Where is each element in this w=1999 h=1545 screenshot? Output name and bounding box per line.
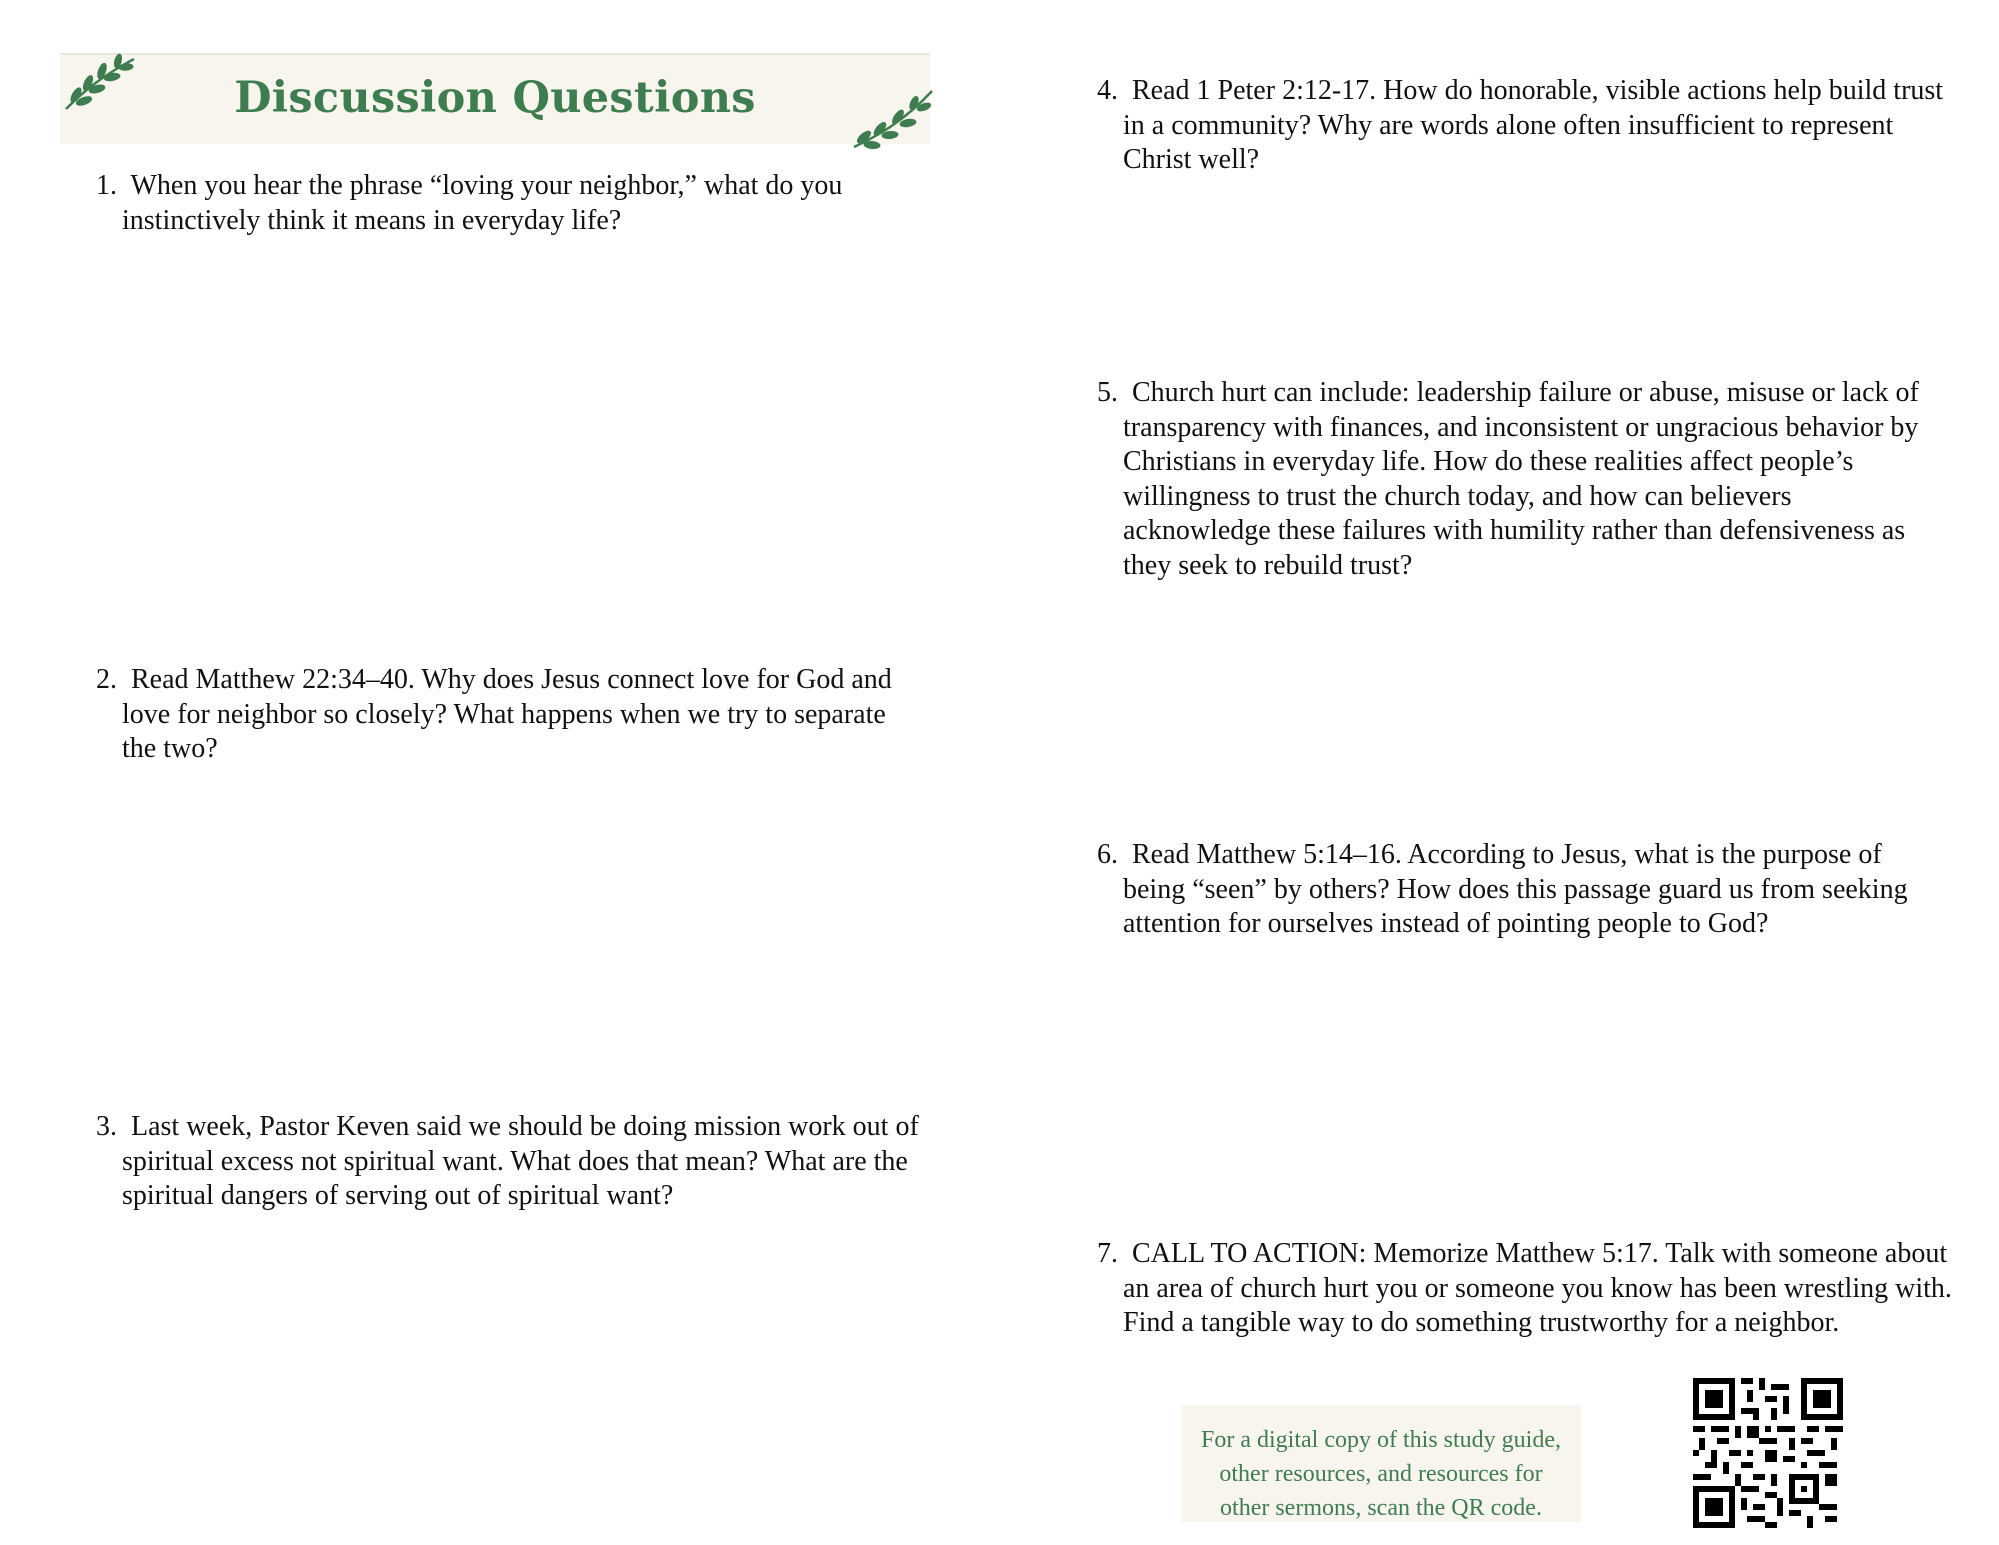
question-number: 4. [1097, 75, 1118, 106]
question-text: Last week, Pastor Keven said we should be doing mission work out of spiritual excess not spiritual want. What does that mean? What are the spiritual dangers of serving out of spiritual want? [122, 1111, 919, 1211]
title-banner [60, 53, 930, 144]
question-6 [1097, 838, 1923, 942]
question-text: Read Matthew 22:34–40. Why does Jesus connect love for God and love for neighbor so closely? What happens when we try to separate the two? [122, 664, 892, 764]
question-5 [1097, 376, 1923, 583]
question-text: CALL TO ACTION: Memorize Matthew 5:17. Talk with someone about an area of church hurt you or someone you know has been wrestling with. Find a tangible way to do something trustworthy for a neighbor. [1123, 1238, 1952, 1338]
question-7 [1097, 1237, 1953, 1341]
question-number: 1. [96, 170, 117, 201]
question-number: 3. [96, 1111, 117, 1142]
question-text: Read Matthew 5:14–16. According to Jesus, what is the purpose of being “seen” by others? How does this passage guard us from seeking attention for ourselves instead of pointing people to God? [1123, 839, 1908, 939]
olive-branch-icon [850, 85, 936, 151]
question-number: 6. [1097, 839, 1118, 870]
question-2 [96, 663, 902, 767]
question-4 [1097, 74, 1968, 178]
question-text: Read 1 Peter 2:12-17. How do honorable, visible actions help build trust in a community? Why are words alone often insufficient to represent Christ well? [1123, 75, 1944, 175]
question-text: Church hurt can include: leadership failure or abuse, misuse or lack of transparency with finances, and inconsistent or ungracious behavior by Christians in everyday life. How do these realities affect people’s willingness to trust the church today, and how can believers acknowledge these failures with humility rather than defensiveness as they seek to rebuild trust? [1123, 377, 1919, 581]
question-number: 7. [1097, 1238, 1118, 1269]
note-line: other sermons, scan the QR code. [1220, 1495, 1542, 1521]
note-line: For a digital copy of this study guide, [1201, 1427, 1561, 1453]
question-text: When you hear the phrase “loving your neighbor,” what do you instinctively think it means in everyday life? [122, 170, 843, 236]
digital-copy-note [1181, 1405, 1581, 1522]
question-3 [96, 1110, 922, 1214]
question-number: 5. [1097, 377, 1118, 408]
note-line: other resources, and resources for [1219, 1461, 1543, 1487]
page-title: Discussion Questions [234, 73, 756, 123]
qr-code-icon[interactable] [1693, 1378, 1843, 1528]
question-number: 2. [96, 664, 117, 695]
question-1 [96, 169, 962, 238]
